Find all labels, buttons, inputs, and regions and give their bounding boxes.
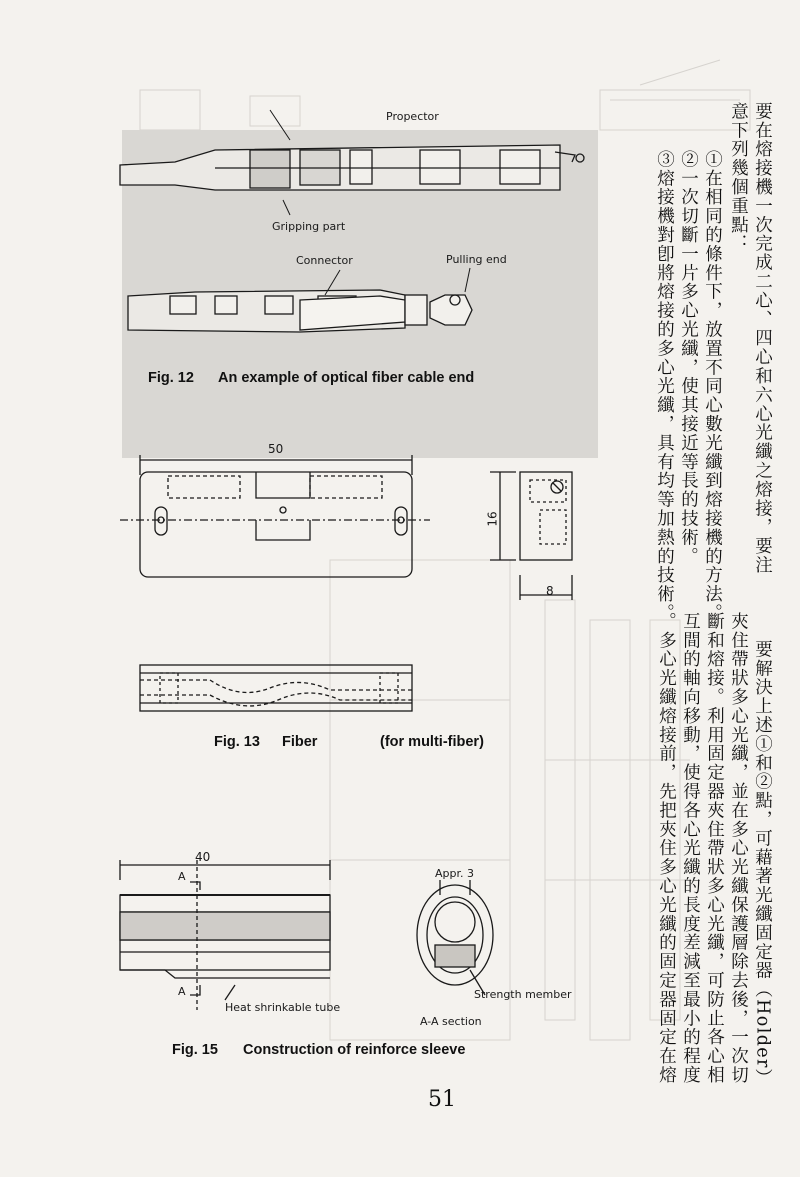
fig15-dim-length: 40 xyxy=(195,850,211,864)
body-text-column-9: 互間的軸向移動，使得各心光纖的長度差減至最小的程度 xyxy=(680,612,701,1085)
body-text-column-2: 意下列幾個重點： xyxy=(728,102,749,254)
body-text-column-3: ①在相同的條件下，放置不同心數光纖到熔接機的方法。 xyxy=(702,150,723,623)
fig13-dim-height: 16 xyxy=(485,511,500,527)
body-text-column-5: ③熔接機對卽將熔接的多心光纖，具有均等加熱的技術。 xyxy=(654,150,675,623)
fig12-label-projector: Propector xyxy=(386,110,439,123)
page-number: 51 xyxy=(428,1087,456,1112)
fig12-label-pulling: Pulling end xyxy=(446,253,507,266)
fig15-caption-text: Construction of reinforce sleeve xyxy=(243,1042,466,1058)
fig12-label-connector: Connector xyxy=(296,254,353,267)
body-text-column-1: 要在熔接機一次完成二心、四心和六心光纖之熔接，要注 xyxy=(752,102,773,575)
fig13-caption-suffix: (for multi-fiber) xyxy=(380,734,484,750)
fig12-caption-text: An example of optical fiber cable end xyxy=(218,370,475,386)
fig12-caption-number: Fig. 12 xyxy=(148,370,194,386)
fig15-label-section: A-A section xyxy=(420,1015,482,1028)
fig15-label-strength: Strength member xyxy=(474,988,572,1001)
body-text-column-7: 夾住帶狀多心光纖，並在多心光纖保護層除去後，一次切 xyxy=(728,612,749,1085)
body-text-column-10: 。多心光纖熔接前，先把夾住多心光纖的固定器固定在熔 xyxy=(656,612,677,1085)
fig13-caption-text: Fiber xyxy=(282,734,318,750)
body-text-column-4: ②一次切斷一片多心光纖，使其接近等長的技術。 xyxy=(678,150,699,566)
fig13-dim-depth: 8 xyxy=(546,584,554,598)
body-text-column-8: 斷和熔接。利用固定器夾住帶狀多心光纖，可防止各心相 xyxy=(704,612,725,1085)
body-text-column-6: 要解決上述①和②點，可藉著光纖固定器（Holder） xyxy=(752,640,773,1088)
fig13-dim-width: 50 xyxy=(268,442,284,456)
fig15-label-tube: Heat shrinkable tube xyxy=(225,1001,341,1014)
fig13-caption-number: Fig. 13 xyxy=(214,734,260,750)
fig12-label-gripping: Gripping part xyxy=(272,220,346,233)
fig15-label-appr: Appr. 3 xyxy=(435,867,474,880)
fig15-caption-number: Fig. 15 xyxy=(172,1042,218,1058)
fig15-section-marker-bottom: A xyxy=(178,985,186,998)
fig15-section-marker-top: A xyxy=(178,870,186,883)
